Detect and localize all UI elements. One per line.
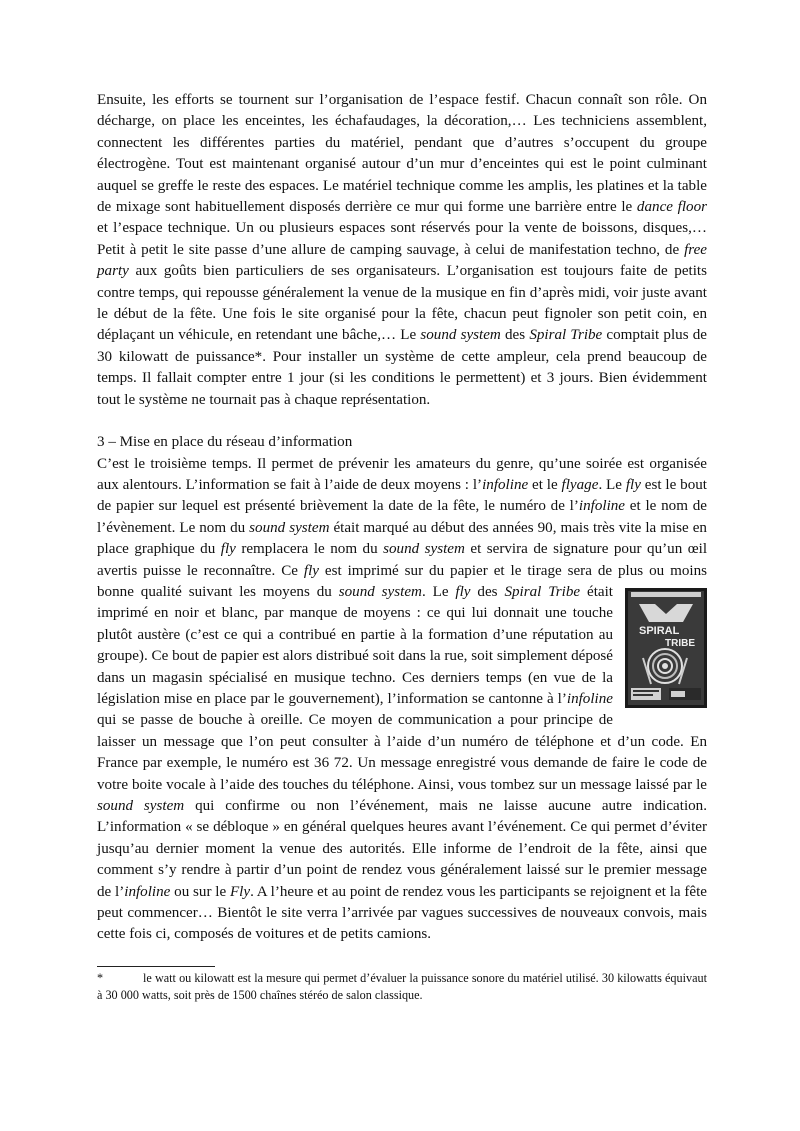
italic-term: fly xyxy=(303,562,319,579)
spiral-tribe-flyer-image xyxy=(625,588,707,708)
text-run: des xyxy=(500,327,530,344)
text-run: est le bout de papier sur lequel est présenté brièvement la date de la fête, le numéro de l’ xyxy=(97,476,707,515)
text-run: . Le xyxy=(598,476,626,493)
italic-term: sound system xyxy=(383,541,465,558)
text-run: et le xyxy=(528,476,562,493)
text-run: est imprimé sur du papier et le tirage sera de plus ou moins bonne qualité suivant les moyens du xyxy=(97,562,708,600)
italic-term: fly xyxy=(220,541,236,558)
text-run: comptait plus de 30 kilowatt de puissance*. Pour installer un système de cette ampleur, cela prend beaucoup de temps. Il fallait compter entre 1 jour (si les conditions le permettent) et 3 jours. Bien évidemment tout le système ne tournait pas à chaque représentation. xyxy=(97,327,707,408)
paragraph-gap xyxy=(97,411,707,432)
footnote-text: le watt ou kilowatt est la mesure qui permet d’évaluer la puissance sonore du matériel utilisé. 30 kilowatts équivaut à 30 000 watts, soit près de 1500 chaînes stéréo de salon classique. xyxy=(97,971,707,1002)
text-run: ou sur le xyxy=(170,883,230,900)
text-run: et le nom de l’évènement. Le nom du xyxy=(97,498,707,536)
italic-term: dance floor xyxy=(636,199,707,216)
italic-term: fly xyxy=(625,476,641,493)
text-run: et servira de signature pour qu’un œil avertis puisse le reconnaître. Ce xyxy=(97,541,708,579)
text-run: des xyxy=(477,583,505,600)
italic-term: sound system xyxy=(420,327,501,344)
text-run: aux goûts bien particuliers de ses organisateurs. L’organisation est toujours faite de petits contre temps, qui repousse généralement la venue de la musique en fin d’après midi, voir juste avant le début de la fête. Une fois le site organisé pour la fête, chacun peut fignoler son petit coin, en déplaçant un véhicule, en retendant une bâche,… Le xyxy=(97,263,707,344)
footnote-separator xyxy=(97,966,215,967)
text-run: C’est le troisième temps. Il permet de prévenir les amateurs du genre, qu’une soirée est organisée aux alentours. L’information se fait à l’aide de deux moyens : l’ xyxy=(97,455,707,493)
italic-term: Spiral Tribe xyxy=(529,327,603,344)
flyer-word-tribe: TRIBE xyxy=(665,637,695,649)
text-run: qui se passe de bouche à oreille. Ce moyen de communication a pour principe de laisser un message que l’on peut consulter à l’aide d’un numéro de téléphone et d’un code. En France par exemple, le numéro est 36 72. Un message enregistré vous demande de faire le code de votre boite vocale à l’aide des touches du téléphone. Ainsi, vous tombez sur un message laissé par le xyxy=(97,712,707,793)
italic-term: flyage xyxy=(561,476,599,493)
paragraph-information-network xyxy=(97,454,707,946)
text-run: qui confirme ou non l’événement, mais ne laisse aucune autre indication. L’information « se débloque » en général quelques heures avant l’événement. Ce qui permet d’éviter jusqu’au dernier moment la venue des autorités. Elle informe de l’endroit de la fête, ainsi que comment s’y rendre à partir d’un point de rendez vous généralement laissé sur le premier message de l’ xyxy=(97,798,708,900)
italic-term: Spiral Tribe xyxy=(504,583,581,600)
paragraph-setup xyxy=(97,90,707,411)
flyer-word-spiral: SPIRAL xyxy=(639,624,680,637)
italic-term: infoline xyxy=(578,498,626,515)
text-run: remplacera le nom du xyxy=(235,541,384,558)
footnote xyxy=(97,970,707,1004)
italic-term: free party xyxy=(97,241,707,280)
italic-term: sound system xyxy=(249,519,330,536)
text-run: . Le xyxy=(421,583,456,600)
italic-term: infoline xyxy=(482,476,529,493)
italic-term: fly xyxy=(455,583,471,600)
text-run: . A l’heure et au point de rendez vous les participants se rejoignent et la fête peut commencer… Bientôt le site verra l’arrivée par vagues successives de nouveaux convois, mais cette fois ci, composés de voitures et de petits camions. xyxy=(97,883,707,943)
section-heading: 3 – Mise en place du réseau d’information xyxy=(97,434,353,451)
italic-term: sound system xyxy=(338,583,422,600)
text-run: Ensuite, les efforts se tournent sur l’organisation de l’espace festif. Chacun connaît son rôle. On décharge, on place les enceintes, les échafaudages, la décoration,… Les techniciens assemblent, connectent les différentes parties du matériel, pendant que d’autres s’occupent du groupe électrogène. Tout est maintenant organisé autour d’un mur d’enceintes qui est le point culminant auquel se greffe le reste des espaces. Le matériel technique comme les amplis, les platines et la table de mixage sont habituellement disposés derrière ce mur qui forme une barrière entre le xyxy=(97,92,707,216)
italic-term: infoline xyxy=(124,883,171,900)
italic-term: Fly xyxy=(229,883,251,900)
footnote-marker: * xyxy=(97,971,104,985)
text-run: et l’espace technique. Un ou plusieurs espaces sont réservés pour la vente de boissons, disques,… Petit à petit le site passe d’une allure de camping sauvage, à celui de manifestation techno, de xyxy=(97,220,707,258)
page-body xyxy=(97,90,707,946)
text-run: était marqué au début des années 90, mais très vite la mise en place graphique du xyxy=(97,519,707,558)
italic-term: infoline xyxy=(566,690,613,707)
text-run: était imprimé en noir et blanc, par manque de moyens : ce qui lui donnait une touche plutôt austère (c’est ce qui a contribué en partie à la formation d’une réputation au groupe). Ce bout de papier est alors distribué soit dans la rue, soit simplement déposé dans un magasin spécialisé en musique techno. Ces derniers temps (en vue de la législation mise en place par le gouvernement), l’information se cantonne à l’ xyxy=(97,583,613,707)
italic-term: sound system xyxy=(97,798,185,814)
